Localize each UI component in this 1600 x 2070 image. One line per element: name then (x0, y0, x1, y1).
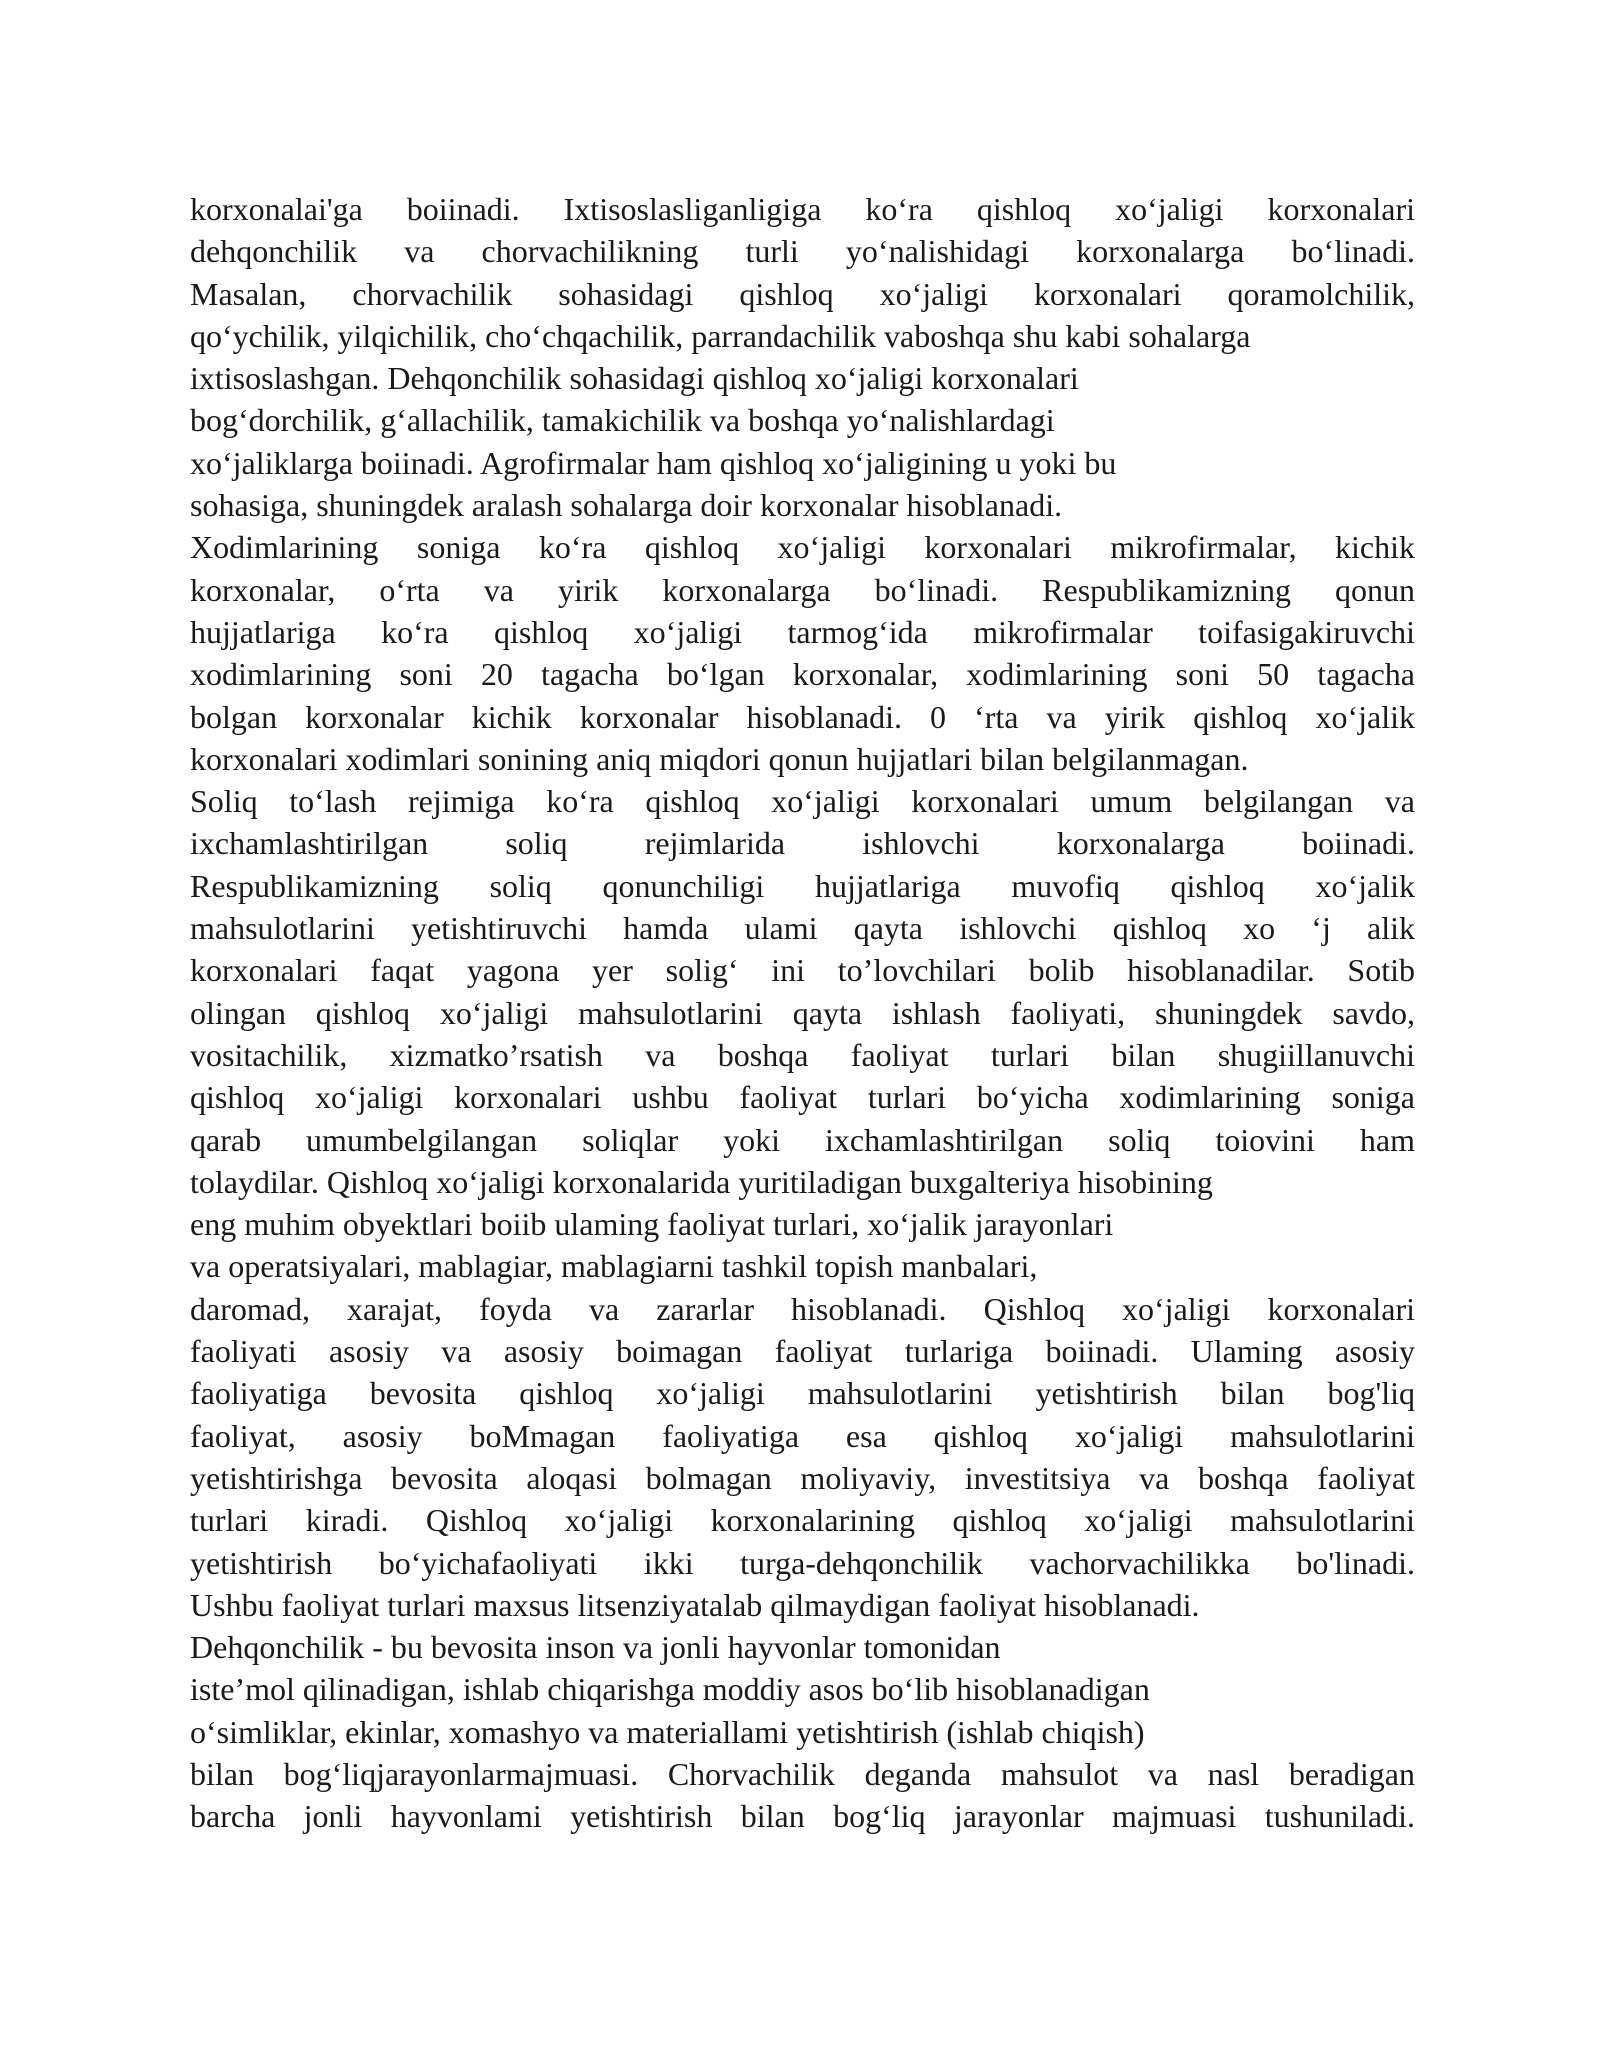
text-line: faoliyat, asosiy boMmagan faoliyatiga esa qishloq xo‘jaligi mahsulotlarini (190, 1417, 1415, 1454)
text-line: dehqonchilik va chorvachilikning turli yo‘nalishidagi korxonalarga bo‘linadi. (190, 233, 1415, 270)
text-line: olingan qishloq xo‘jaligi mahsulotlarini qayta ishlash faoliyati, shuningdek savdo, (190, 994, 1415, 1031)
text-line: faoliyatiga bevosita qishloq xo‘jaligi mahsulotlarini yetishtirish bilan bog'liq (190, 1375, 1415, 1412)
text-line: vositachilik, xizmatko’rsatish va boshqa faoliyat turlari bilan shugiillanuvchi (190, 1036, 1415, 1073)
text-line: yetishtirishga bevosita aloqasi bolmagan moliyaviy, investitsiya va boshqa faoliyat (190, 1459, 1415, 1496)
text-line: Soliq to‘lash rejimiga ko‘ra qishloq xo‘jaligi korxonalari umum belgilangan va (190, 783, 1415, 820)
text-line: ixchamlashtirilgan soliq rejimlarida ishlovchi korxonalarga boiinadi. (190, 825, 1415, 862)
text-line: hujjatlariga ko‘ra qishloq xo‘jaligi tarmog‘ida mikrofirmalar toifasigakiruvchi (190, 613, 1415, 650)
text-line: va operatsiyalari, mablagiar, mablagiarni tashkil topish manbalari, (190, 1248, 1038, 1285)
text-line: qishloq xo‘jaligi korxonalari ushbu faoliyat turlari bo‘yicha xodimlarining soniga (190, 1079, 1415, 1116)
text-line: sohasiga, shuningdek aralash sohalarga doir korxonalar hisoblanadi. (190, 487, 1063, 524)
body-text (190, 188, 1415, 1838)
text-line: korxonalai'ga boiinadi. Ixtisoslasliganligiga ko‘ra qishloq xo‘jaligi korxonalari (190, 191, 1415, 227)
text-line: mahsulotlarini yetishtiruvchi hamda ulami qayta ishlovchi qishloq xo ‘j alik (190, 910, 1415, 947)
text-line: korxonalar, o‘rta va yirik korxonalarga bo‘linadi. Respublikamizning qonun (190, 571, 1415, 608)
text-line: Dehqonchilik - bu bevosita inson va jonli hayvonlar tomonidan (190, 1629, 1001, 1666)
text-line: o‘simliklar, ekinlar, xomashyo va materiallami yetishtirish (ishlab chiqish) (190, 1713, 1145, 1750)
text-line: iste’mol qilinadigan, ishlab chiqarishga moddiy asos bo‘lib hisoblanadigan (190, 1671, 1150, 1708)
text-line: daromad, xarajat, foyda va zararlar hisoblanadi. Qishloq xo‘jaligi korxonalari (190, 1290, 1415, 1327)
text-line: tolaydilar. Qishloq xo‘jaligi korxonalarida yuritiladigan buxgalteriya hisobining (190, 1163, 1213, 1200)
text-line: eng muhim obyektlari boiib ulaming faoliyat turlari, xo‘jalik jarayonlari (190, 1206, 1114, 1243)
text-line: yetishtirish bo‘yichafaoliyati ikki turga-dehqonchilik vachorvachilikka bo'linadi. (190, 1544, 1415, 1581)
text-line: barcha jonli hayvonlami yetishtirish bilan bog‘liq jarayonlar majmuasi tushuniladi. (190, 1798, 1415, 1835)
text-line: bolgan korxonalar kichik korxonalar hisoblanadi. 0 ‘rta va yirik qishloq xo‘jalik (190, 698, 1415, 735)
text-line: Xodimlarining soniga ko‘ra qishloq xo‘jaligi korxonalari mikrofirmalar, kichik (190, 529, 1415, 566)
text-line: ixtisoslashgan. Dehqonchilik sohasidagi qishloq xo‘jaligi korxonalari (190, 360, 1079, 397)
text-line: xodimlarining soni 20 tagacha bo‘lgan korxonalar, xodimlarining soni 50 tagacha (190, 656, 1415, 693)
text-line: xo‘jaliklarga boiinadi. Agrofirmalar ham qishloq xo‘jaligining u yoki bu (190, 444, 1117, 481)
text-line: qarab umumbelgilangan soliqlar yoki ixchamlashtirilgan soliq toiovini ham (190, 1121, 1415, 1158)
text-line: bilan bog‘liqjarayonlarmajmuasi. Chorvachilik deganda mahsulot va nasl beradigan (190, 1755, 1415, 1792)
text-line: korxonalari faqat yagona yer solig‘ ini to’lovchilari bolib hisoblanadilar. Sotib (190, 952, 1415, 989)
text-line: faoliyati asosiy va asosiy boimagan faoliyat turlariga boiinadi. Ulaming asosiy (190, 1333, 1415, 1370)
text-line: bog‘dorchilik, g‘allachilik, tamakichilik va boshqa yo‘nalishlardagi (190, 402, 1055, 439)
text-line: Masalan, chorvachilik sohasidagi qishloq xo‘jaligi korxonalari qoramolchilik, (190, 275, 1415, 312)
text-line: turlari kiradi. Qishloq xo‘jaligi korxonalarining qishloq xo‘jaligi mahsulotlarini (190, 1502, 1415, 1539)
text-line: Ushbu faoliyat turlari maxsus litsenziyatalab qilmaydigan faoliyat hisoblanadi. (190, 1586, 1200, 1623)
text-line: qo‘ychilik, yilqichilik, cho‘chqachilik, parrandachilik vaboshqa shu kabi sohalarga (190, 317, 1251, 354)
text-line: Respublikamizning soliq qonunchiligi hujjatlariga muvofiq qishloq xo‘jalik (190, 867, 1415, 904)
text-line: korxonalari xodimlari sonining aniq miqdori qonun hujjatlari bilan belgilanmagan. (190, 740, 1249, 777)
